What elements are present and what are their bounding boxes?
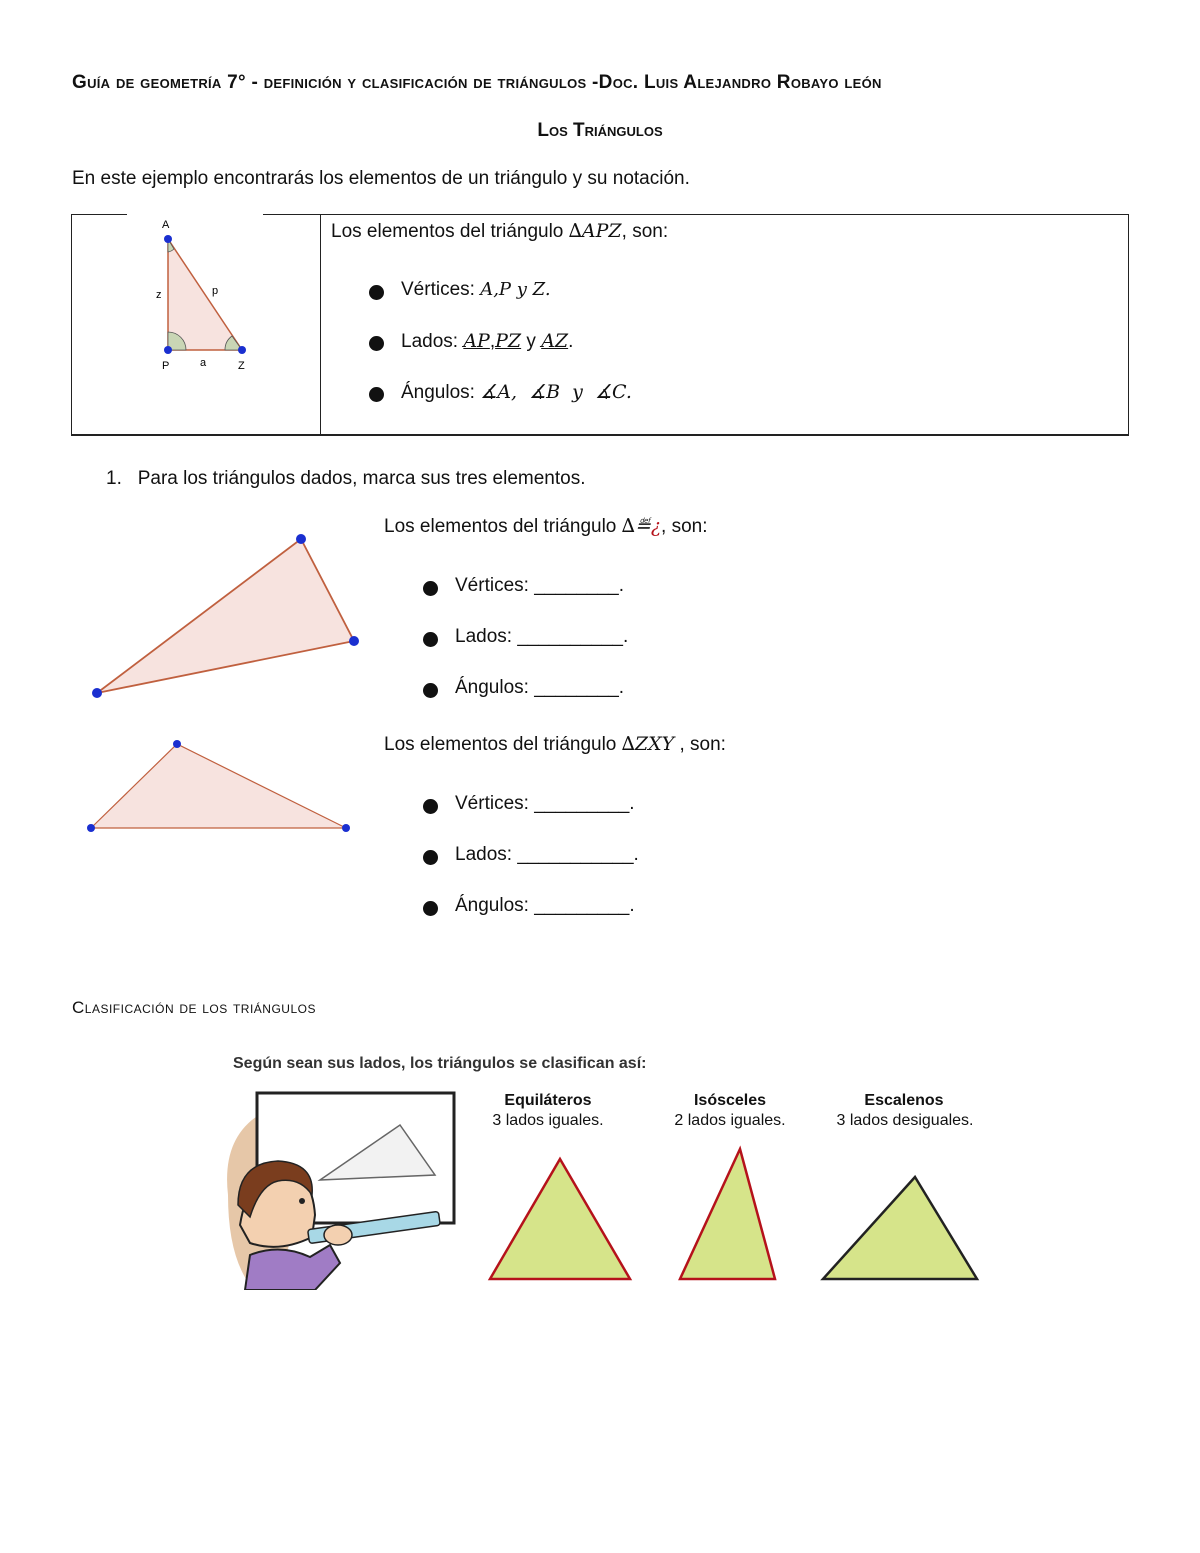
bullet: [423, 683, 438, 698]
document-header: Guía de geometría 7° - definición y clasificación de triángulos -Doc. Luis Alejandro Robayo león: [72, 72, 882, 93]
label-side-a: a: [200, 357, 207, 369]
table-top-border-right: [263, 214, 1129, 215]
scalene-triangle: [823, 1177, 977, 1279]
page-title: Los Triángulos: [537, 120, 663, 141]
exercise-2-heading: Los elementos del triángulo ∆ZXY , son:: [384, 733, 726, 755]
classification-triangles: [480, 1145, 1000, 1285]
vertex-point: [296, 534, 306, 544]
type-name-scalene: Escalenos: [864, 1092, 944, 1109]
exercise-instruction: 1. Para los triángulos dados, marca sus tres elementos.: [106, 468, 586, 489]
vertex-point: [92, 688, 102, 698]
isosceles-triangle: [680, 1149, 775, 1279]
exercise-2-sides[interactable]: Lados: ___________.: [455, 844, 639, 865]
classification-title: Clasificación de los triángulos: [72, 998, 316, 1017]
equilateral-triangle: [490, 1159, 630, 1279]
bullet: [369, 336, 384, 351]
child-with-ruler-illustration: [220, 1085, 465, 1290]
classification-intro: Según sean sus lados, los triángulos se clasifican así:: [233, 1055, 647, 1072]
bullet: [423, 799, 438, 814]
table-top-border-left: [71, 214, 127, 215]
exercise-1-heading: Los elementos del triángulo ∆≝¿, son:: [384, 515, 708, 537]
table-bottom-border: [71, 434, 1129, 436]
bullet: [423, 850, 438, 865]
exercise-triangle-1: [85, 528, 370, 703]
child-shirt: [245, 1245, 340, 1290]
vertex-point: [349, 636, 359, 646]
exercise-2-vertices[interactable]: Vértices: _________.: [455, 793, 635, 814]
exercise-1-vertices[interactable]: Vértices: ________.: [455, 575, 625, 596]
exercise-triangle-2: [80, 735, 365, 840]
example-heading: Los elementos del triángulo ∆APZ, son:: [331, 220, 669, 242]
example-triangle-notation: ∆APZ: [568, 220, 622, 242]
example-sides: Lados: AP,PZ y AZ.: [401, 330, 574, 352]
type-name-isosceles: Isósceles: [693, 1092, 767, 1109]
example-triangle-figure: [130, 214, 270, 379]
intro-text: En este ejemplo encontrarás los elementos de un triángulo y su notación.: [72, 168, 690, 189]
vertex-z: [238, 346, 246, 354]
vertex-p: [164, 346, 172, 354]
example-vertices: Vértices: A,P y Z.: [401, 279, 551, 300]
type-desc-isosceles: 2 lados iguales.: [674, 1112, 786, 1129]
exercise-1-angles[interactable]: Ángulos: ________.: [455, 677, 625, 698]
vertex-point: [87, 824, 95, 832]
label-side-p: p: [212, 285, 219, 297]
example-angles: Ángulos: ∡A, ∡B y ∡C.: [401, 381, 632, 403]
label-z: Z: [238, 360, 245, 372]
bullet: [423, 901, 438, 916]
bullet: [423, 632, 438, 647]
type-desc-equilateral: 3 lados iguales.: [492, 1112, 604, 1129]
label-a: A: [162, 219, 170, 231]
type-desc-scalene: 3 lados desiguales.: [836, 1112, 974, 1129]
label-p: P: [162, 360, 170, 372]
triangle-apz: [168, 239, 242, 350]
bullet: [369, 285, 384, 300]
bullet: [423, 581, 438, 596]
label-side-z: z: [156, 289, 162, 301]
table-column-divider: [320, 214, 321, 435]
classification-image: [210, 1045, 985, 1290]
vertex-point: [173, 740, 181, 748]
hand: [324, 1225, 352, 1245]
exercise-2-angles[interactable]: Ángulos: _________.: [455, 895, 635, 916]
vertex-point: [342, 824, 350, 832]
vertex-a: [164, 235, 172, 243]
exercise-1-sides[interactable]: Lados: __________.: [455, 626, 629, 647]
bullet: [369, 387, 384, 402]
type-name-equilateral: Equiláteros: [504, 1092, 592, 1109]
